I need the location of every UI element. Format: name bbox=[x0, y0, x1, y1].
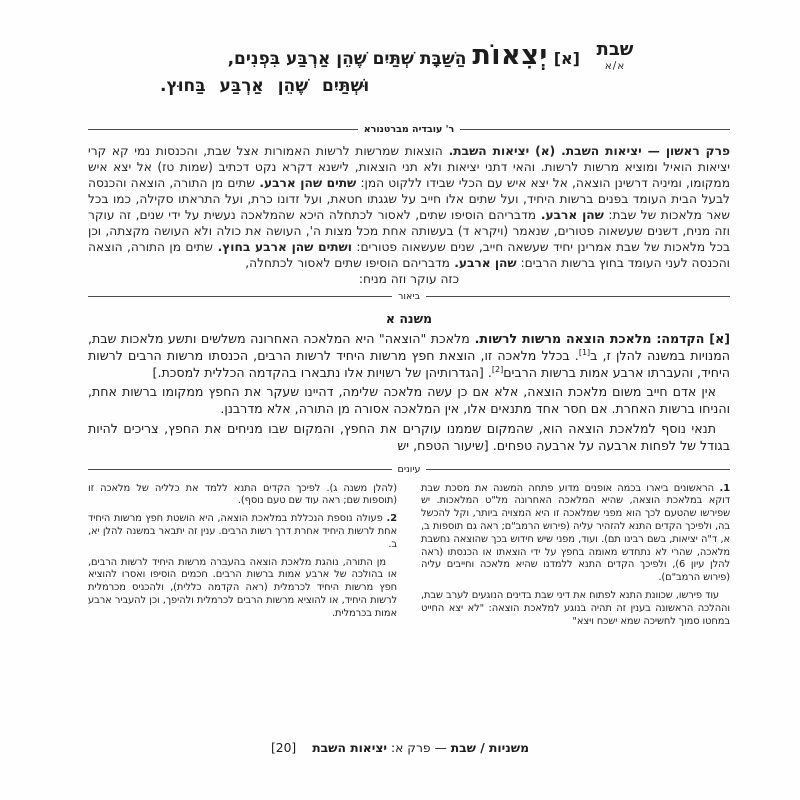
masechet-name: שבת bbox=[596, 39, 634, 60]
footer-chapter-ref: — פרק א: bbox=[390, 741, 447, 755]
bartenura-divider bbox=[88, 124, 730, 135]
beur-divider-label: ביאור bbox=[398, 291, 420, 302]
beur-paragraph-1: [א] הקדמה: מלאכת הוצאה מרשות לרשות. מלאכת "הוצאה" היא המלאכה האחרונה משלשים ותשע מלאכות שבת, המנויות במשנה להלן ז, ב[1]. בכלל מלאכה זו, הוצאת חפץ מרשות היחיד לרשות הרבים, הכנסתו מרשות הרבים לרשות היחיד, והעברתו ארבע אמות ברשות הרבים[2]. [הגדרותיהן של רשויות אלו נתבארו בהקדמה הכללית למסכת.] bbox=[88, 331, 730, 380]
iyunim-divider bbox=[88, 464, 730, 475]
divider-rule bbox=[426, 469, 730, 470]
beur-section bbox=[88, 331, 730, 458]
divider-rule bbox=[88, 129, 358, 130]
footnote-2: 2. פעולה נוספת הנכללת במלאכת הוצאה, היא הושטת חפץ מרשות היחיד אחת לרשות היחיד אחרת דרך רשות הרבים. ענין זה יתבאר במשנה להלן יא, ב. bbox=[88, 513, 397, 550]
mishnah-number-marker: [א] bbox=[553, 49, 580, 68]
divider-rule bbox=[460, 129, 730, 130]
beur-paragraph-3: תנאי נוסף למלאכת הוצאה הוא, שהמקום שממנו עוקרים את החפץ, והמקום שבו מניחים את החפץ, צריכים להיות בגודל של לפחות ארבעה על ארבעה טפחים. [שיעור הטפח, יש bbox=[88, 420, 730, 453]
footnote-1-continued: עוד פירשו, שכוונת התנא לפתוח את דיני שבת בדינים הנוגעים לערב שבת, וההלכה הראשונה בענין זה תהיה בנוגע למלאכת הוצאה: "לא יצא החייט במחטו סמוך לחשיכה שמא ישכח ויצא" bbox=[421, 589, 730, 627]
daf-reference: א/א bbox=[604, 60, 626, 72]
mishnah-section-header: משנה א bbox=[385, 311, 433, 326]
bartenura-closing-line: כזה עוקר וזה מניח: bbox=[358, 272, 460, 286]
footer-series-title: משניות / שבת bbox=[450, 741, 530, 755]
divider-rule bbox=[88, 469, 392, 470]
mishnah-line-1 bbox=[160, 42, 580, 73]
page-content bbox=[88, 0, 730, 633]
beur-divider bbox=[88, 291, 730, 302]
mishnah-line-2: וּשְׁתַּיִם שֶׁהֵן אַרְבַּע בַּחוּץ. bbox=[160, 76, 370, 96]
iyunim-footnotes bbox=[88, 483, 730, 634]
beur-paragraph-2: אין אדם חייב משום מלאכת הוצאה, אלא אם כן עשה מלאכה שלימה, דהיינו שעקר את החפץ ממקומו ברשות אחת, והניחו ברשות האחרת. אם חסר אחד מתנאים אלו, אין המלאכה אסורה מן התורה, אלא מדרבנן. bbox=[88, 384, 730, 417]
mishnah-opening-word: יְצִאוֹת bbox=[472, 40, 548, 71]
footnote-1: 1. הראשונים ביארו בכמה אופנים מדוע פתחה המשנה את מסכת שבת דוקא במלאכת הוצאה, שהיא המלאכה האחרונה מל"ט המלאכות. יש שפירשו שהטעם לכך הוא מפני שמלאכה זו היא המצויה ביותר, וקל להכשל בה, ולפיכך הקדים התנא להזהיר עליה (פירוש הרמב"ם; ראה גם תוספות ב, א, ד"ה יציאות, בשם רבינו תם). ועוד, מפני שיש חידוש בכך שהוצאה נחשבת מלאכה, שהרי לא נתחדש מאומה בחפץ על ידי הוצאתו או הכנסתו (ראה להלן עיון 6), ולפיכך הקדים התנא ללמדנו שהיא מלאכה וחייבים עליה (פירוש הרמב"ם). bbox=[421, 482, 730, 584]
mishnah-line-1-text: הַשַּׁבָּת שְׁתַּיִם שֶׁהֵן אַרְבַּע בִּפְנִים, bbox=[227, 49, 467, 69]
footnote-1-overflow: (להלן משנה ג). לפיכך הקדים התנא ללמד את כלליה של מלאכה זו (תוספות שם; ראה עוד שם טעם נוסף). bbox=[88, 482, 397, 507]
footer-title bbox=[312, 741, 529, 755]
iyunim-right-column bbox=[421, 483, 730, 634]
bartenura-commentary: פרק ראשון — יציאות השבת. (א) יציאות השבת. הוצאות שמרשות לרשות האמורות אצל שבת, והכנסות נמי קא קרי יציאות הואיל ומוציא מרשות לרשות. והאי דתני יציאות ולא תני הוצאות, לישנא דקרא נקט דכתיב (שמות טז) אל יצא איש ממקומו, ומיניה דרשינן הוצאה, אל יצא איש עם הכלי שבידו ללקוט המן: שתים שהן ארבע. שתים מן התורה, הוצאה והכנסה לבעל הבית העומד בפנים ברשות היחיד, ועל שתים אלו חייב על שגגתו חטאת, ועל זדונו כרת, ועל התראתו סקילה, כמו בכל שאר מלאכות של שבת: שהן ארבע. מדבריהם הוסיפו שתים, לאסור לכתחלה היכא שהמלאכה נעשית על ידי שנים, זה עוקר וזה מניח, דשנים שעשאוה פטורים, שנאמר (ויקרא ד) בעשותה אחת מכל מצות ה', העושה את כולה ולא העושה מקצתה, וכן בכל מלאכות של שבת אמרינן יחיד שעשאה חייב, שנים שעשאוה פטורים: ושתים שהן ארבע בחוץ. שתים מן התורה, הוצאה והכנסה לעני העומד בחוץ ברשות הרבים: שהן ארבע. מדבריהם הוסיפו שתים לאסור לכתחלה, bbox=[88, 144, 730, 270]
footnote-2-continued: מן התורה, נוהגת מלאכת הוצאה בהעברה מרשות היחיד לרשות הרבים, או בהולכה של ארבע אמות ברשות הרבים. חכמים הוסיפו ואסרו להוציא חפץ מרשות היחיד לכרמלית (ראה הקדמה כללית), ולהכניס מכרמלית לרשות היחיד, או להוציא מרשות הרבים לכרמלית ולהיפך, וכן להעביר ארבע אמות בכרמלית. bbox=[88, 556, 397, 619]
bartenura-divider-label: ר' עובדיה מברטנורא bbox=[363, 124, 455, 135]
mishnah-text bbox=[160, 42, 580, 100]
divider-rule bbox=[88, 296, 392, 297]
footer-chapter-title: יציאות השבת bbox=[312, 741, 388, 755]
page-footer bbox=[0, 741, 800, 755]
divider-rule bbox=[426, 296, 730, 297]
page-number: [20] bbox=[270, 741, 297, 755]
iyunim-left-column bbox=[88, 483, 397, 634]
iyunim-divider-label: עיונים bbox=[397, 463, 421, 475]
